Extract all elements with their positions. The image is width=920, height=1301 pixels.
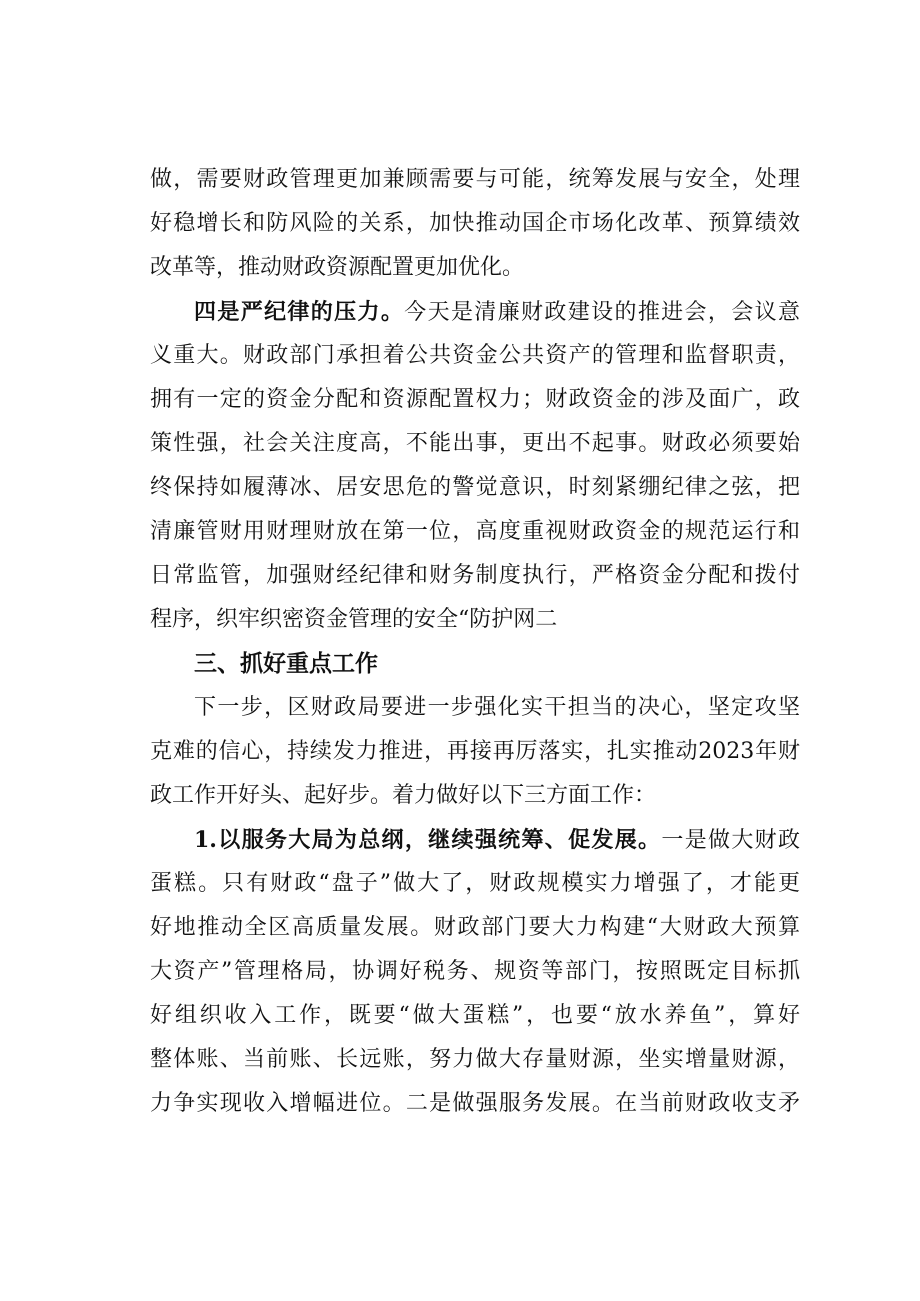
paragraph-text: 今天是清廉财政建设的推进会，会议意 (404, 300, 800, 325)
paragraph-line: 克难的信心，持续发力推进，再接再厉落实，扎实推动2023年财 (150, 739, 800, 764)
paragraph-line: 好组织收入工作，既要“做大蛋糕”，也要“放水养鱼”，算好 (150, 1003, 800, 1028)
paragraph-line: 好地推动全区高质量发展。财政部门要大力构建“大财政大预算 (150, 915, 800, 940)
paragraph-line (194, 292, 800, 332)
paragraph-lead-bold: 1.以服务大局为总纲，继续强统筹、促发展。 (194, 827, 662, 853)
paragraph-line: 程序，织牢织密资金管理的安全“防护网二 (150, 607, 558, 632)
paragraph-lead-bold: 四是严纪律的压力。 (194, 299, 405, 325)
paragraph-line: 拥有一定的资金分配和资源配置权力；财政资金的涉及面广，政 (150, 387, 800, 412)
paragraph-line: 做，需要财政管理更加兼顾需要与可能，统筹发展与安全，处理 (150, 167, 800, 192)
paragraph-line: 终保持如履薄冰、居安思危的警觉意识，时刻紧绷纪律之弦，把 (150, 475, 800, 500)
paragraph-line: 义重大。财政部门承担着公共资金公共资产的管理和监督职责， (150, 343, 800, 368)
paragraph-line: 改革等，推动财政资源配置更加优化。 (150, 255, 525, 280)
section-heading: 三、抓好重点工作 (194, 651, 378, 677)
paragraph-line: 策性强，社会关注度高，不能出事，更出不起事。财政必须要始 (150, 431, 800, 456)
paragraph-line: 日常监管，加强财经纪律和财务制度执行，严格资金分配和拨付 (150, 563, 800, 588)
paragraph-line: 力争实现收入增幅进位。二是做强服务发展。在当前财政收支矛 (150, 1091, 800, 1116)
paragraph-line: 政工作开好头、起好步。着力做好以下三方面工作： (150, 783, 657, 808)
paragraph-line (194, 820, 800, 860)
paragraph-line: 好稳增长和防风险的关系，加快推动国企市场化改革、预算绩效 (150, 211, 800, 236)
paragraph-line: 蛋糕。只有财政“盘子”做大了，财政规模实力增强了，才能更 (150, 871, 800, 896)
paragraph-line: 清廉管财用财理财放在第一位，高度重视财政资金的规范运行和 (150, 519, 800, 544)
paragraph-line: 整体账、当前账、长远账，努力做大存量财源，坐实增量财源， (150, 1047, 800, 1072)
paragraph-line: 大资产”管理格局，协调好税务、规资等部门，按照既定目标抓 (150, 959, 800, 984)
paragraph-line: 下一步，区财政局要进一步强化实干担当的决心，坚定攻坚 (194, 695, 800, 720)
paragraph-text: 一是做大财政 (661, 828, 800, 853)
